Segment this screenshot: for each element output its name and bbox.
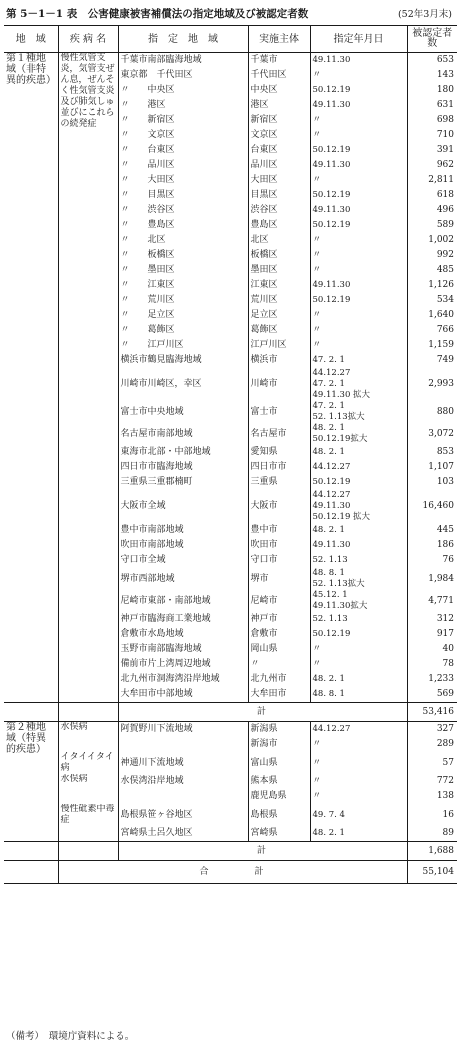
certified-count: 40 bbox=[407, 642, 457, 657]
region-1-cell: 第１種地域（非特異的疾患） bbox=[6, 53, 56, 86]
certified-count: 589 bbox=[407, 218, 457, 233]
disease-name: 水俣病 bbox=[58, 722, 118, 738]
certified-count: 143 bbox=[407, 68, 457, 83]
designated-area: 大阪市全域 bbox=[118, 490, 248, 523]
designation-date: 50.12.19 bbox=[310, 83, 407, 98]
designation-date: 〃 bbox=[310, 173, 407, 188]
designated-area: 神戸市臨海商工業地域 bbox=[118, 612, 248, 627]
designated-area: 〃 北区 bbox=[118, 233, 248, 248]
designation-date: 48. 8. 1 bbox=[310, 687, 407, 703]
designation-date: 〃 bbox=[310, 113, 407, 128]
certified-count: 880 bbox=[407, 401, 457, 423]
table-row bbox=[4, 53, 457, 69]
certified-count: 496 bbox=[407, 203, 457, 218]
designated-area: 東海市北部・中部地域 bbox=[118, 445, 248, 460]
designated-area: 尼崎市東部・南部地域 bbox=[118, 590, 248, 612]
certified-count: 2,993 bbox=[407, 368, 457, 401]
implementing-body: 豊中市 bbox=[248, 523, 310, 538]
title-text: 第 5－1－1 表 公害健康被害補償法の指定地域及び被認定者数 bbox=[6, 8, 309, 20]
header-row bbox=[4, 26, 457, 53]
certified-count: 391 bbox=[407, 143, 457, 158]
designation-date: 49.11.30 bbox=[310, 53, 407, 69]
certified-count: 1,159 bbox=[407, 338, 457, 353]
designated-area: 横浜市鶴見臨海地域 bbox=[118, 353, 248, 368]
certified-count: 2,811 bbox=[407, 173, 457, 188]
designated-area: 〃 江戸川区 bbox=[118, 338, 248, 353]
designation-date: 〃 bbox=[310, 263, 407, 278]
designated-area: 〃 新宿区 bbox=[118, 113, 248, 128]
certified-count: 76 bbox=[407, 553, 457, 568]
header-date: 指定年月日 bbox=[310, 26, 407, 53]
designation-date: 〃 bbox=[310, 68, 407, 83]
implementing-body: 愛知県 bbox=[248, 445, 310, 460]
designated-area: 〃 中央区 bbox=[118, 83, 248, 98]
designated-area: 〃 目黒区 bbox=[118, 188, 248, 203]
grand-total-value: 55,104 bbox=[407, 861, 457, 884]
certified-count: 4,771 bbox=[407, 590, 457, 612]
table-row bbox=[4, 804, 457, 826]
implementing-body: 北九州市 bbox=[248, 672, 310, 687]
certified-count: 289 bbox=[407, 737, 457, 752]
subtotal-blank bbox=[4, 703, 58, 722]
designated-area: 〃 足立区 bbox=[118, 308, 248, 323]
implementing-body: 中央区 bbox=[248, 83, 310, 98]
implementing-body: 千代田区 bbox=[248, 68, 310, 83]
header-area: 指 定 地 域 bbox=[118, 26, 248, 53]
designated-area: 阿賀野川下流地域 bbox=[118, 722, 248, 738]
subtotal-row bbox=[4, 703, 457, 722]
designation-date: 47. 2. 1 52. 1.13拡大 bbox=[310, 401, 407, 423]
header-implementer: 実施主体 bbox=[248, 26, 310, 53]
implementing-body: 名古屋市 bbox=[248, 423, 310, 445]
designation-date: 〃 bbox=[310, 657, 407, 672]
designated-area: 堺市西部地域 bbox=[118, 568, 248, 590]
implementing-body: 〃 bbox=[248, 657, 310, 672]
designated-area: 〃 港区 bbox=[118, 98, 248, 113]
designated-area: 〃 豊島区 bbox=[118, 218, 248, 233]
implementing-body: 新宿区 bbox=[248, 113, 310, 128]
certified-count: 103 bbox=[407, 475, 457, 490]
disease-name bbox=[58, 789, 118, 804]
implementing-body: 板橋区 bbox=[248, 248, 310, 263]
certified-count: 485 bbox=[407, 263, 457, 278]
designation-date: 44.12.27 49.11.30 50.12.19 拡大 bbox=[310, 490, 407, 523]
designated-area: 大牟田市中部地域 bbox=[118, 687, 248, 703]
designation-date: 44.12.27 bbox=[310, 722, 407, 738]
disease-1-cell: 慢性気管支炎，気管支ぜん息，ぜんそく性気管支炎及び肺気しゅ並びにこれらの続発症 bbox=[58, 53, 118, 703]
certified-count: 766 bbox=[407, 323, 457, 338]
subtotal-blank bbox=[58, 703, 118, 722]
certified-count: 16 bbox=[407, 804, 457, 826]
designated-area: 守口市全域 bbox=[118, 553, 248, 568]
designated-area: 〃 江東区 bbox=[118, 278, 248, 293]
designation-date: 50.12.19 bbox=[310, 143, 407, 158]
disease-name bbox=[58, 737, 118, 752]
designated-areas-table bbox=[4, 26, 457, 884]
designation-date: 50.12.19 bbox=[310, 627, 407, 642]
certified-count: 853 bbox=[407, 445, 457, 460]
certified-count: 327 bbox=[407, 722, 457, 738]
certified-count: 78 bbox=[407, 657, 457, 672]
designation-date: 44.12.27 47. 2. 1 49.11.30 拡大 bbox=[310, 368, 407, 401]
implementing-body: 倉敷市 bbox=[248, 627, 310, 642]
certified-count: 569 bbox=[407, 687, 457, 703]
designation-date: 48. 2. 1 bbox=[310, 672, 407, 687]
designation-date: 49.11.30 bbox=[310, 278, 407, 293]
designation-date: 〃 bbox=[310, 642, 407, 657]
designation-date: 49. 7. 4 bbox=[310, 804, 407, 826]
certified-count: 89 bbox=[407, 826, 457, 842]
designation-date: 〃 bbox=[310, 233, 407, 248]
designated-area: 吹田市南部地域 bbox=[118, 538, 248, 553]
certified-count: 992 bbox=[407, 248, 457, 263]
certified-count: 445 bbox=[407, 523, 457, 538]
subtotal-blank bbox=[58, 842, 118, 861]
implementing-body: 尼崎市 bbox=[248, 590, 310, 612]
designation-date: 〃 bbox=[310, 737, 407, 752]
implementing-body: 渋谷区 bbox=[248, 203, 310, 218]
subtotal-value: 1,688 bbox=[407, 842, 457, 861]
certified-count: 772 bbox=[407, 774, 457, 789]
subtotal-blank bbox=[4, 842, 58, 861]
designation-date: 48. 2. 1 bbox=[310, 445, 407, 460]
implementing-body: 豊島区 bbox=[248, 218, 310, 233]
designated-area: 〃 渋谷区 bbox=[118, 203, 248, 218]
implementing-body: 川崎市 bbox=[248, 368, 310, 401]
implementing-body: 目黒区 bbox=[248, 188, 310, 203]
header-disease: 疾 病 名 bbox=[58, 26, 118, 53]
implementing-body: 堺市 bbox=[248, 568, 310, 590]
designation-date: 48. 2. 1 bbox=[310, 826, 407, 842]
designation-date: 〃 bbox=[310, 338, 407, 353]
designated-area: 備前市片上湾周辺地域 bbox=[118, 657, 248, 672]
certified-count: 1,233 bbox=[407, 672, 457, 687]
certified-count: 1,107 bbox=[407, 460, 457, 475]
footnote: （備考） 環境庁資料による。 bbox=[6, 1031, 135, 1042]
certified-count: 917 bbox=[407, 627, 457, 642]
designation-date: 〃 bbox=[310, 789, 407, 804]
implementing-body: 四日市市 bbox=[248, 460, 310, 475]
certified-count: 534 bbox=[407, 293, 457, 308]
certified-count: 618 bbox=[407, 188, 457, 203]
designation-date: 48. 8. 1 52. 1.13拡大 bbox=[310, 568, 407, 590]
header-region: 地 域 bbox=[4, 26, 58, 53]
implementing-body: 墨田区 bbox=[248, 263, 310, 278]
designated-area: 名古屋市南部地域 bbox=[118, 423, 248, 445]
implementing-body: 足立区 bbox=[248, 308, 310, 323]
certified-count: 1,126 bbox=[407, 278, 457, 293]
header-count: 被認定者数 bbox=[407, 26, 457, 53]
certified-count: 710 bbox=[407, 128, 457, 143]
designated-area bbox=[118, 737, 248, 752]
implementing-body: 宮崎県 bbox=[248, 826, 310, 842]
implementing-body: 鹿児島県 bbox=[248, 789, 310, 804]
certified-count: 16,460 bbox=[407, 490, 457, 523]
certified-count: 138 bbox=[407, 789, 457, 804]
disease-name: 水俣病 bbox=[58, 774, 118, 789]
designated-area: 〃 品川区 bbox=[118, 158, 248, 173]
certified-count: 312 bbox=[407, 612, 457, 627]
certified-count: 962 bbox=[407, 158, 457, 173]
designation-date: 50.12.19 bbox=[310, 188, 407, 203]
implementing-body: 新潟市 bbox=[248, 737, 310, 752]
certified-count: 631 bbox=[407, 98, 457, 113]
subtotal-value: 53,416 bbox=[407, 703, 457, 722]
subtotal-label: 計 bbox=[118, 842, 407, 861]
designation-date: 50.12.19 bbox=[310, 218, 407, 233]
disease-name: 慢性砒素中毒症 bbox=[58, 804, 118, 826]
implementing-body: 江東区 bbox=[248, 278, 310, 293]
designated-area: 〃 大田区 bbox=[118, 173, 248, 188]
implementing-body: 三重県 bbox=[248, 475, 310, 490]
table-row bbox=[4, 826, 457, 842]
certified-count: 653 bbox=[407, 53, 457, 69]
certified-count: 3,072 bbox=[407, 423, 457, 445]
designated-area: 富士市中央地域 bbox=[118, 401, 248, 423]
certified-count: 57 bbox=[407, 752, 457, 774]
implementing-body: 島根県 bbox=[248, 804, 310, 826]
certified-count: 1,002 bbox=[407, 233, 457, 248]
implementing-body: 江戸川区 bbox=[248, 338, 310, 353]
designated-area bbox=[118, 789, 248, 804]
subtotal-row bbox=[4, 842, 457, 861]
as-of-date: (52年3月末) bbox=[397, 9, 452, 20]
designated-area: 神通川下流地域 bbox=[118, 752, 248, 774]
designated-area: 四日市市臨海地域 bbox=[118, 460, 248, 475]
certified-count: 180 bbox=[407, 83, 457, 98]
table-row bbox=[4, 737, 457, 752]
designation-date: 44.12.27 bbox=[310, 460, 407, 475]
implementing-body: 新潟県 bbox=[248, 722, 310, 738]
region-2-cell: 第２種地域（特異的疾患） bbox=[6, 722, 46, 755]
implementing-body: 品川区 bbox=[248, 158, 310, 173]
implementing-body: 神戸市 bbox=[248, 612, 310, 627]
designation-date: 〃 bbox=[310, 128, 407, 143]
designation-date: 49.11.30 bbox=[310, 203, 407, 218]
designation-date: 〃 bbox=[310, 248, 407, 263]
designation-date: 〃 bbox=[310, 774, 407, 789]
grand-blank bbox=[4, 861, 58, 884]
designation-date: 〃 bbox=[310, 323, 407, 338]
implementing-body: 北区 bbox=[248, 233, 310, 248]
certified-count: 186 bbox=[407, 538, 457, 553]
designated-area: 千葉市南部臨海地域 bbox=[118, 53, 248, 69]
designation-date: 50.12.19 bbox=[310, 293, 407, 308]
designation-date: 47. 2. 1 bbox=[310, 353, 407, 368]
implementing-body: 守口市 bbox=[248, 553, 310, 568]
table-row bbox=[4, 722, 457, 738]
certified-count: 749 bbox=[407, 353, 457, 368]
implementing-body: 富山県 bbox=[248, 752, 310, 774]
implementing-body: 吹田市 bbox=[248, 538, 310, 553]
implementing-body: 熊本県 bbox=[248, 774, 310, 789]
table-row bbox=[4, 752, 457, 774]
designation-date: 49.11.30 bbox=[310, 538, 407, 553]
implementing-body: 千葉市 bbox=[248, 53, 310, 69]
implementing-body: 台東区 bbox=[248, 143, 310, 158]
implementing-body: 葛飾区 bbox=[248, 323, 310, 338]
designation-date: 49.11.30 bbox=[310, 98, 407, 113]
implementing-body: 文京区 bbox=[248, 128, 310, 143]
certified-count: 698 bbox=[407, 113, 457, 128]
implementing-body: 大阪市 bbox=[248, 490, 310, 523]
designated-area: 〃 葛飾区 bbox=[118, 323, 248, 338]
implementing-body: 大田区 bbox=[248, 173, 310, 188]
designation-date: 〃 bbox=[310, 752, 407, 774]
certified-count: 1,640 bbox=[407, 308, 457, 323]
designated-area: 島根県笹ヶ谷地区 bbox=[118, 804, 248, 826]
table-row bbox=[4, 789, 457, 804]
designated-area: 倉敷市水島地域 bbox=[118, 627, 248, 642]
designation-date: 50.12.19 bbox=[310, 475, 407, 490]
designated-area: 〃 荒川区 bbox=[118, 293, 248, 308]
designated-area: 東京都 千代田区 bbox=[118, 68, 248, 83]
implementing-body: 大牟田市 bbox=[248, 687, 310, 703]
designation-date: 48. 2. 1 50.12.19拡大 bbox=[310, 423, 407, 445]
designation-date: 52. 1.13 bbox=[310, 553, 407, 568]
disease-name: イタイイタイ病 bbox=[58, 752, 118, 774]
designated-area: 宮崎県土呂久地区 bbox=[118, 826, 248, 842]
grand-total-row bbox=[4, 861, 457, 884]
designated-area: 川崎市川崎区，幸区 bbox=[118, 368, 248, 401]
designation-date: 49.11.30 bbox=[310, 158, 407, 173]
subtotal-label: 計 bbox=[118, 703, 407, 722]
implementing-body: 横浜市 bbox=[248, 353, 310, 368]
designation-date: 〃 bbox=[310, 308, 407, 323]
designated-area: 三重県三重郡楠町 bbox=[118, 475, 248, 490]
implementing-body: 岡山県 bbox=[248, 642, 310, 657]
designation-date: 45.12. 1 49.11.30拡大 bbox=[310, 590, 407, 612]
designated-area: 豊中市南部地域 bbox=[118, 523, 248, 538]
disease-name bbox=[58, 826, 118, 842]
designated-area: 北九州市洞海湾沿岸地域 bbox=[118, 672, 248, 687]
table-title bbox=[6, 6, 456, 22]
implementing-body: 荒川区 bbox=[248, 293, 310, 308]
designated-area: 〃 文京区 bbox=[118, 128, 248, 143]
implementing-body: 富士市 bbox=[248, 401, 310, 423]
designated-area: 玉野市南部臨海地域 bbox=[118, 642, 248, 657]
designation-date: 52. 1.13 bbox=[310, 612, 407, 627]
designated-area: 〃 墨田区 bbox=[118, 263, 248, 278]
table-row bbox=[4, 774, 457, 789]
certified-count: 1,984 bbox=[407, 568, 457, 590]
designated-area: 〃 板橋区 bbox=[118, 248, 248, 263]
designation-date: 48. 2. 1 bbox=[310, 523, 407, 538]
designated-area: 〃 台東区 bbox=[118, 143, 248, 158]
designated-area: 水俣湾沿岸地域 bbox=[118, 774, 248, 789]
grand-total-label: 合 計 bbox=[58, 861, 407, 884]
implementing-body: 港区 bbox=[248, 98, 310, 113]
